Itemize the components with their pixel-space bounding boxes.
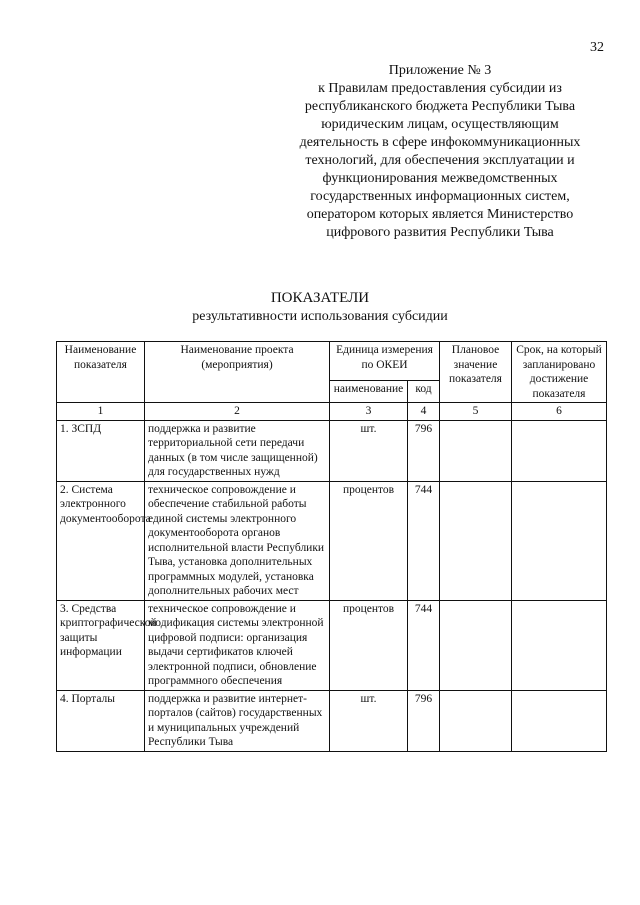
deadline-cell bbox=[512, 420, 607, 481]
appendix-line: оператором которых является Министерство bbox=[306, 207, 574, 222]
header-unit-name: наименование bbox=[330, 381, 408, 403]
column-number: 4 bbox=[408, 403, 440, 421]
indicators-table bbox=[56, 341, 607, 752]
indicator-cell: 1. ЗСПД bbox=[57, 420, 145, 481]
unit-name-cell: шт. bbox=[330, 420, 408, 481]
planned-value-cell bbox=[440, 420, 512, 481]
planned-value-cell bbox=[440, 481, 512, 600]
document-subtitle: результативности использования субсидии bbox=[192, 309, 448, 324]
document-title: ПОКАЗАТЕЛИ bbox=[270, 290, 370, 306]
planned-value-cell bbox=[440, 690, 512, 751]
project-cell: поддержка и развитие территориальной сети передачи данных (в том числе защищенной) для государственных нужд bbox=[145, 420, 330, 481]
header-deadline: Срок, на который запланировано достижение показателя bbox=[512, 342, 607, 403]
header-planned-value: Плановое значение показателя bbox=[440, 342, 512, 403]
appendix-line: государственных информационных систем, bbox=[310, 189, 570, 204]
project-cell: техническое сопровождение и модификация системы электронной цифровой подписи: организация выдачи сертификатов ключей электронной подписи, обновление программного обеспечения bbox=[145, 600, 330, 690]
table-row bbox=[57, 600, 607, 690]
deadline-cell bbox=[512, 481, 607, 600]
appendix-line: Приложение № 3 bbox=[388, 63, 492, 78]
unit-name-cell: шт. bbox=[330, 690, 408, 751]
header-unit: Единица измерения по ОКЕИ bbox=[330, 342, 440, 381]
unit-code-cell: 796 bbox=[408, 690, 440, 751]
appendix-line: цифрового развития Республики Тыва bbox=[326, 225, 554, 240]
planned-value-cell bbox=[440, 600, 512, 690]
appendix-line: деятельность в сфере инфокоммуникационных bbox=[299, 135, 581, 150]
project-cell: техническое сопровождение и обеспечение стабильной работы единой системы электронного документооборота органов исполнительной власти Республики Тыва, установка дополнительных программных модулей, установка дополнительных рабочих мест bbox=[145, 481, 330, 600]
column-number: 1 bbox=[57, 403, 145, 421]
header-indicator-name: Наименование показателя bbox=[57, 342, 145, 403]
column-number: 3 bbox=[330, 403, 408, 421]
unit-name-cell: процентов bbox=[330, 600, 408, 690]
appendix-line: республиканского бюджета Республики Тыва bbox=[304, 99, 576, 114]
appendix-line: технологий, для обеспечения эксплуатации и bbox=[305, 153, 575, 168]
appendix-line: юридическим лицам, осуществляющим bbox=[321, 117, 559, 132]
deadline-cell bbox=[512, 690, 607, 751]
column-number: 6 bbox=[512, 403, 607, 421]
project-cell: поддержка и развитие интернет-порталов (сайтов) государственных и муниципальных учреждений Республики Тыва bbox=[145, 690, 330, 751]
header-unit-code: код bbox=[408, 381, 440, 403]
unit-name-cell: процентов bbox=[330, 481, 408, 600]
unit-code-cell: 796 bbox=[408, 420, 440, 481]
header-project-name: Наименование проекта (мероприятия) bbox=[145, 342, 330, 403]
deadline-cell bbox=[512, 600, 607, 690]
appendix-line: к Правилам предоставления субсидии из bbox=[318, 81, 562, 96]
indicator-cell: 4. Порталы bbox=[57, 690, 145, 751]
table-row bbox=[57, 420, 607, 481]
column-number: 2 bbox=[145, 403, 330, 421]
unit-code-cell: 744 bbox=[408, 481, 440, 600]
column-number: 5 bbox=[440, 403, 512, 421]
table-row bbox=[57, 481, 607, 600]
indicator-cell: 2. Система электронного документооборота bbox=[57, 481, 145, 600]
page-number: 32 bbox=[590, 40, 604, 55]
appendix-header bbox=[290, 62, 590, 242]
unit-code-cell: 744 bbox=[408, 600, 440, 690]
table-row bbox=[57, 690, 607, 751]
indicator-cell: 3. Средства криптографической защиты информации bbox=[57, 600, 145, 690]
appendix-line: функционирования межведомственных bbox=[322, 171, 558, 186]
